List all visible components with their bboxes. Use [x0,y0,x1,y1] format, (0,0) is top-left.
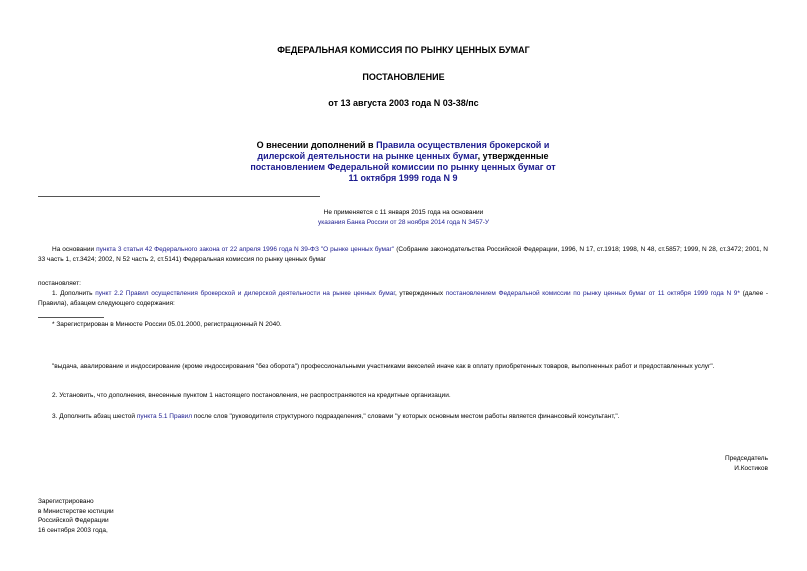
quoted-paragraph: "выдача, авалирование и индоссирование (кроме индоссирования "без оборота") профессиональными участниками векселей иначе как в оплату приобретенных товаров, выполненных работ и предоставленных услуг". [52,363,715,370]
item-1-paragraph: 1. Дополнить пункт 2.2 Правил осуществления брокерской и дилерской деятельности на рынке ценных бумаг, утвержденных постановлением Федеральной комиссии по рынку ценных бумаг от 11 октября 1999 года N 9* (далее - Правила), абзацем следующего содержания: [38,290,768,307]
document-title: О внесении дополнений в Правила осуществления брокерской и дилерской деятельности на рынке ценных бумаг, утвержденные постановлением Федеральной комиссии по рынку ценных бумаг от 11 октября 1999 года N 9 [250,140,556,183]
item-3-paragraph: 3. Дополнить абзац шестой пункта 5.1 Правил после слов "руководителя структурного подразделения," словами "у которых основным местом работы является финансовый консультант,". [52,413,620,420]
separator-line [38,196,320,197]
footnote-text: * Зарегистрирован в Минюсте России 05.01.2000, регистрационный N 2040. [52,321,282,328]
status-note: Не применяется с 11 января 2015 года на основании указания Банка России от 28 ноября 2014 года N 3457-У [317,209,490,226]
signatory-title: Председатель [724,455,768,462]
footnote-separator [38,317,104,318]
bank-instruction-link[interactable]: указания Банка России от 28 ноября 2014 года N 3457-У [317,219,490,226]
decides-text: постановляет: [38,280,81,287]
document-type: ПОСТАНОВЛЕНИЕ [362,72,445,82]
item-2-paragraph: 2. Установить, что дополнения, внесенные пунктом 1 настоящего постановления, не распространяются на кредитные организации. [52,392,451,399]
rules-link[interactable]: Правила осуществления брокерской и дилерской деятельности на рынке ценных бумаг [257,140,550,161]
clause-2-2-link[interactable]: пункт 2.2 Правил осуществления брокерской и дилерской деятельности на рынке ценных бумаг [95,290,395,297]
federal-law-link[interactable]: пункта 3 статьи 42 Федерального закона от 22 апреля 1996 года N 39-ФЗ "О рынке ценных бумаг" [96,246,395,253]
resolution-link[interactable]: постановлением Федеральной комиссии по рынку ценных бумаг от 11 октября 1999 года N 9 [250,162,556,183]
document-date-number: от 13 августа 2003 года N 03-38/пс [328,98,479,108]
agency-heading: ФЕДЕРАЛЬНАЯ КОМИССИЯ ПО РЫНКУ ЦЕННЫХ БУМАГ [277,45,530,55]
resolution-9-link[interactable]: постановлением Федеральной комиссии по рынку ценных бумаг от 11 октября 1999 года N 9* [445,290,740,297]
signature-block [725,454,768,474]
preamble-paragraph: На основании пункта 3 статьи 42 Федерального закона от 22 апреля 1996 года N 39-ФЗ "О рынке ценных бумаг" (Собрание законодательства Российской Федерации, 1996, N 17, ст.1918; 1998, N 48, ст.5857; 1999, N 28, ст.3472; 2001, N 33 часть 1, ст.3424; 2002, N 52 часть 2, ст.5141) Федеральная комиссия по рынку ценных бумаг [38,246,769,263]
registration-block: Зарегистрировано в Министерстве юстиции Российской Федерации 16 сентября 2003 года, [38,498,114,534]
signatory-name: И.Костиков [734,465,768,472]
clause-5-1-link[interactable]: пункта 5.1 Правил [136,413,193,420]
